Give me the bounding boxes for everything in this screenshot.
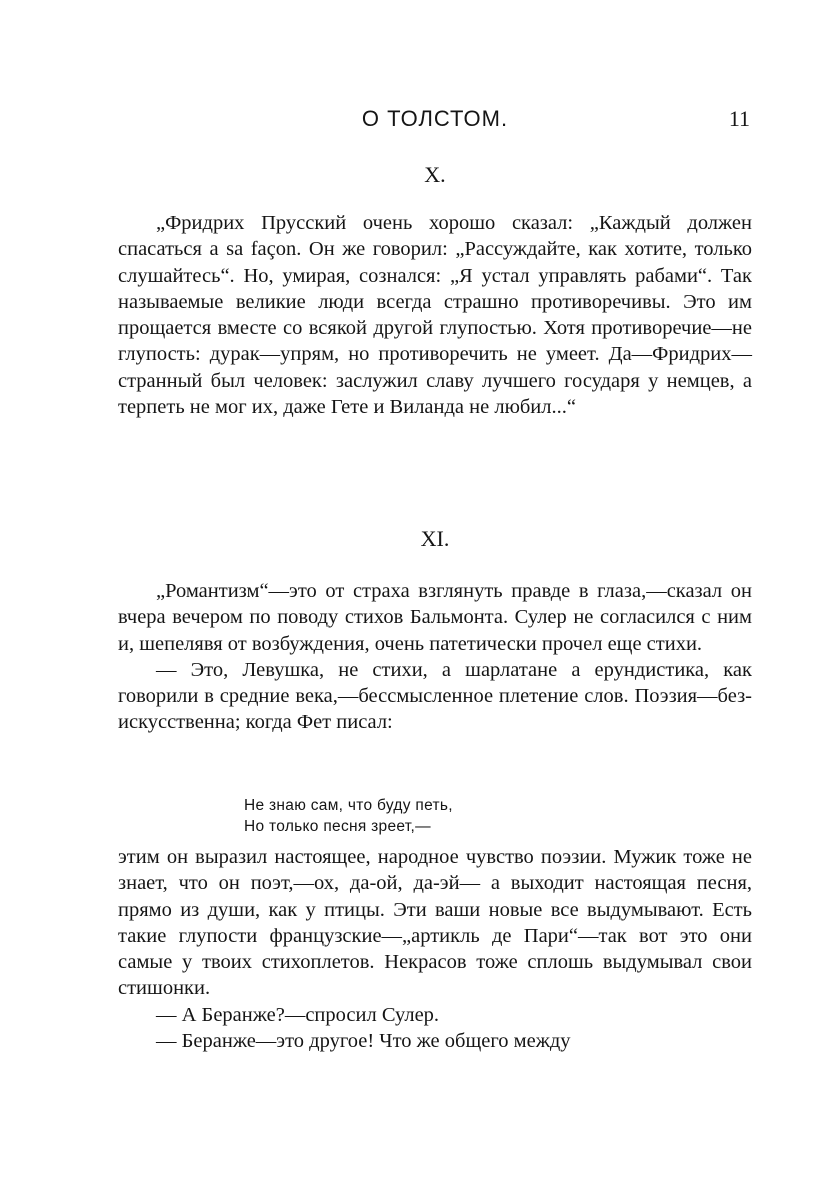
section-xi-text-top <box>118 578 752 736</box>
section-title-xi: XI. <box>420 526 450 551</box>
verse-quote <box>244 795 664 837</box>
section-xi-paragraph-5: — Беранже—это другое! Что же общего между <box>156 1030 571 1053</box>
section-title-x: X. <box>424 162 446 187</box>
verse-line: Но только песня зреет,— <box>244 818 431 835</box>
section-xi-text-bottom <box>118 844 752 1054</box>
running-title: О ТОЛСТОМ. <box>361 106 509 131</box>
page-number: 11 <box>728 106 750 131</box>
verse-line: Не знаю сам, что буду петь, <box>244 797 453 814</box>
section-xi-paragraph-4: — А Беранже?—спросил Сулер. <box>156 1003 440 1026</box>
section-xi-paragraph-2: — Это, Левушка, не стихи, а шарлатане а ерундистика, как говорили в средние века,—бессмысленное плетение слов. Поэзия—без-искусственна; когда Фет писал: <box>118 658 752 734</box>
section-xi-paragraph-1: „Романтизм“—это от страха взглянуть правде в глаза,—сказал он вчера вечером по поводу стихов Бальмонта. Сулер не согласился с ним и, шепелявя от возбуждения, очень патетически прочел еще стихи. <box>118 580 752 655</box>
section-xi-paragraph-3: этим он выразил настоящее, народное чувство поэзии. Мужик тоже не знает, что он поэт,—ох, да-ой, да-эй— а выходит настоящая песня, прямо из души, как у птицы. Эти ваши новые все выдумывают. Есть такие глупости французские—„артикль де Пари“—так вот это они самые у твоих стихоплетов. Некрасов тоже сплошь выдумывал свои стишонки. <box>118 846 752 1000</box>
running-head <box>118 104 752 134</box>
section-x-paragraph: „Фридрих Прусский очень хорошо сказал: „Каждый должен спасаться a sa façon. Он же говорил: „Рассуждайте, как хотите, только слушайтесь“. Но, умирая, сознался: „Я устал управлять рабами“. Так называемые великие люди всегда страшно противоречивы. Это им прощается вместе со всякой другой глупостью. Хотя противоречие—не глупость: дурак—упрям, но противоречить не умеет. Да—Фридрих—странный был человек: заслужил славу лучшего государя у немцев, а терпеть не мог их, даже Гете и Виланда не любил...“ <box>118 212 752 419</box>
section-x-text <box>118 210 752 420</box>
